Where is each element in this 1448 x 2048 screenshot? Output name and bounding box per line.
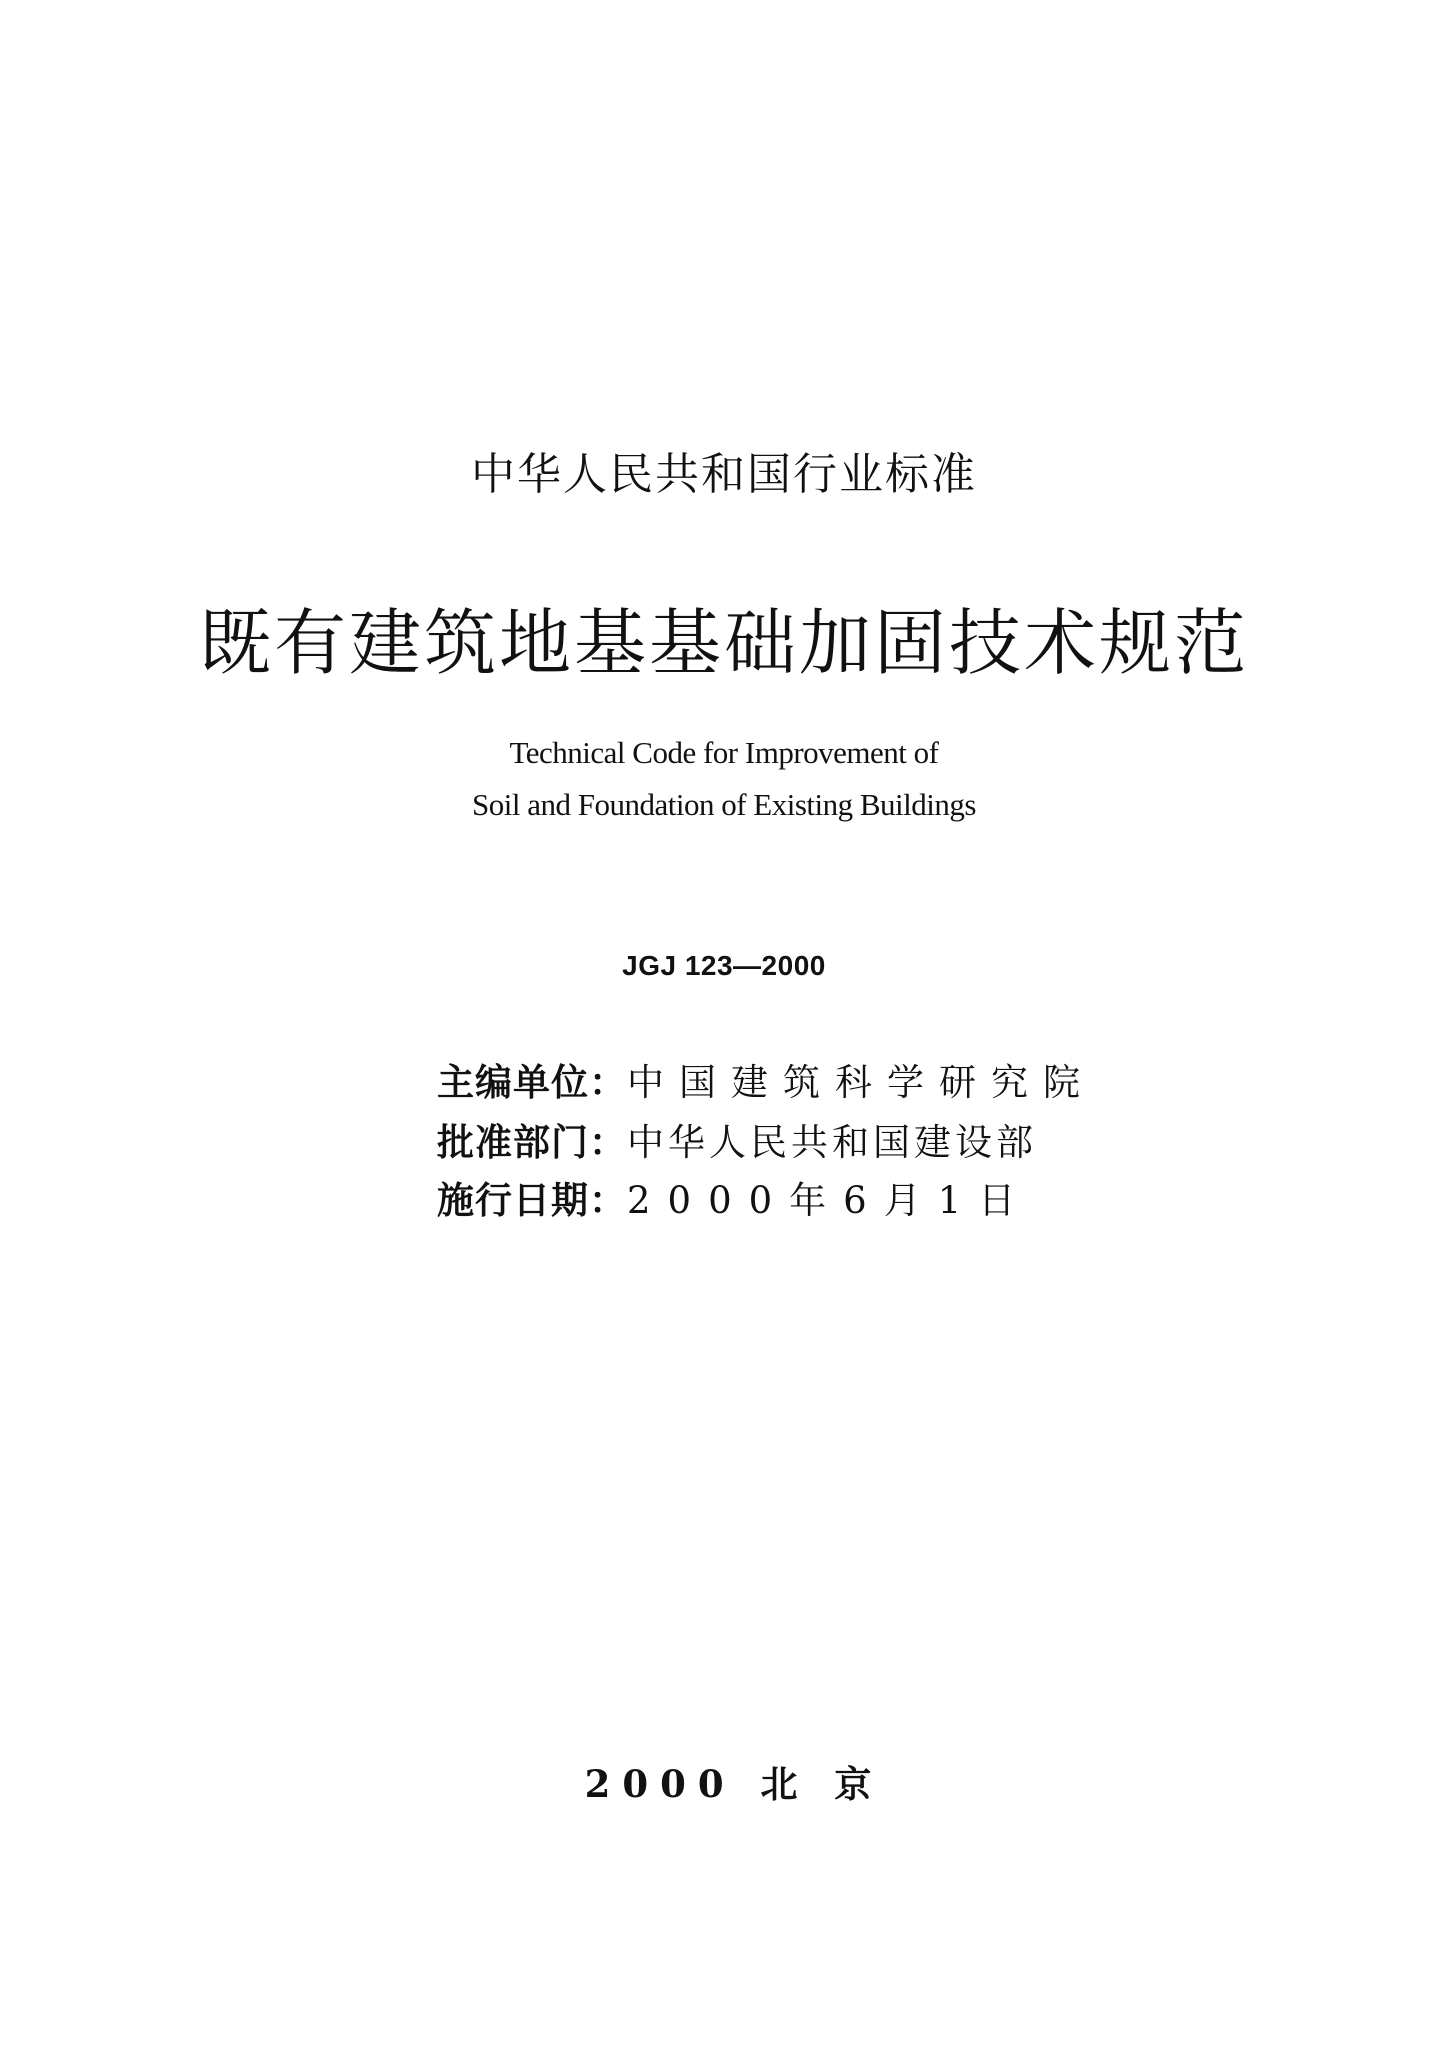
document-title-english-line2: Soil and Foundation of Existing Buildings [472,787,976,822]
meta-row-approver [437,1112,1137,1166]
effective-date-value: 2000年6月1日 [627,1179,1033,1222]
document-title-chinese: 既有建筑地基基础加固技术规范 [198,601,1249,685]
editor-value: 中国建筑科学研究院 [627,1061,1095,1104]
approver-label: 批准部门： [437,1121,627,1164]
editor-label: 主编单位： [437,1061,627,1104]
standard-type-heading: 中华人民共和国行业标准 [471,449,977,500]
footer-year-city: 2000 北 京 [584,1762,884,1806]
meta-row-effective-date [437,1170,1137,1224]
standard-code: JGJ 123—2000 [622,950,826,981]
meta-row-editor [437,1052,1137,1106]
effective-date-label: 施行日期： [437,1179,627,1222]
approver-value: 中华人民共和国建设部 [627,1121,1037,1164]
document-title-english-line1: Technical Code for Improvement of [509,735,939,770]
